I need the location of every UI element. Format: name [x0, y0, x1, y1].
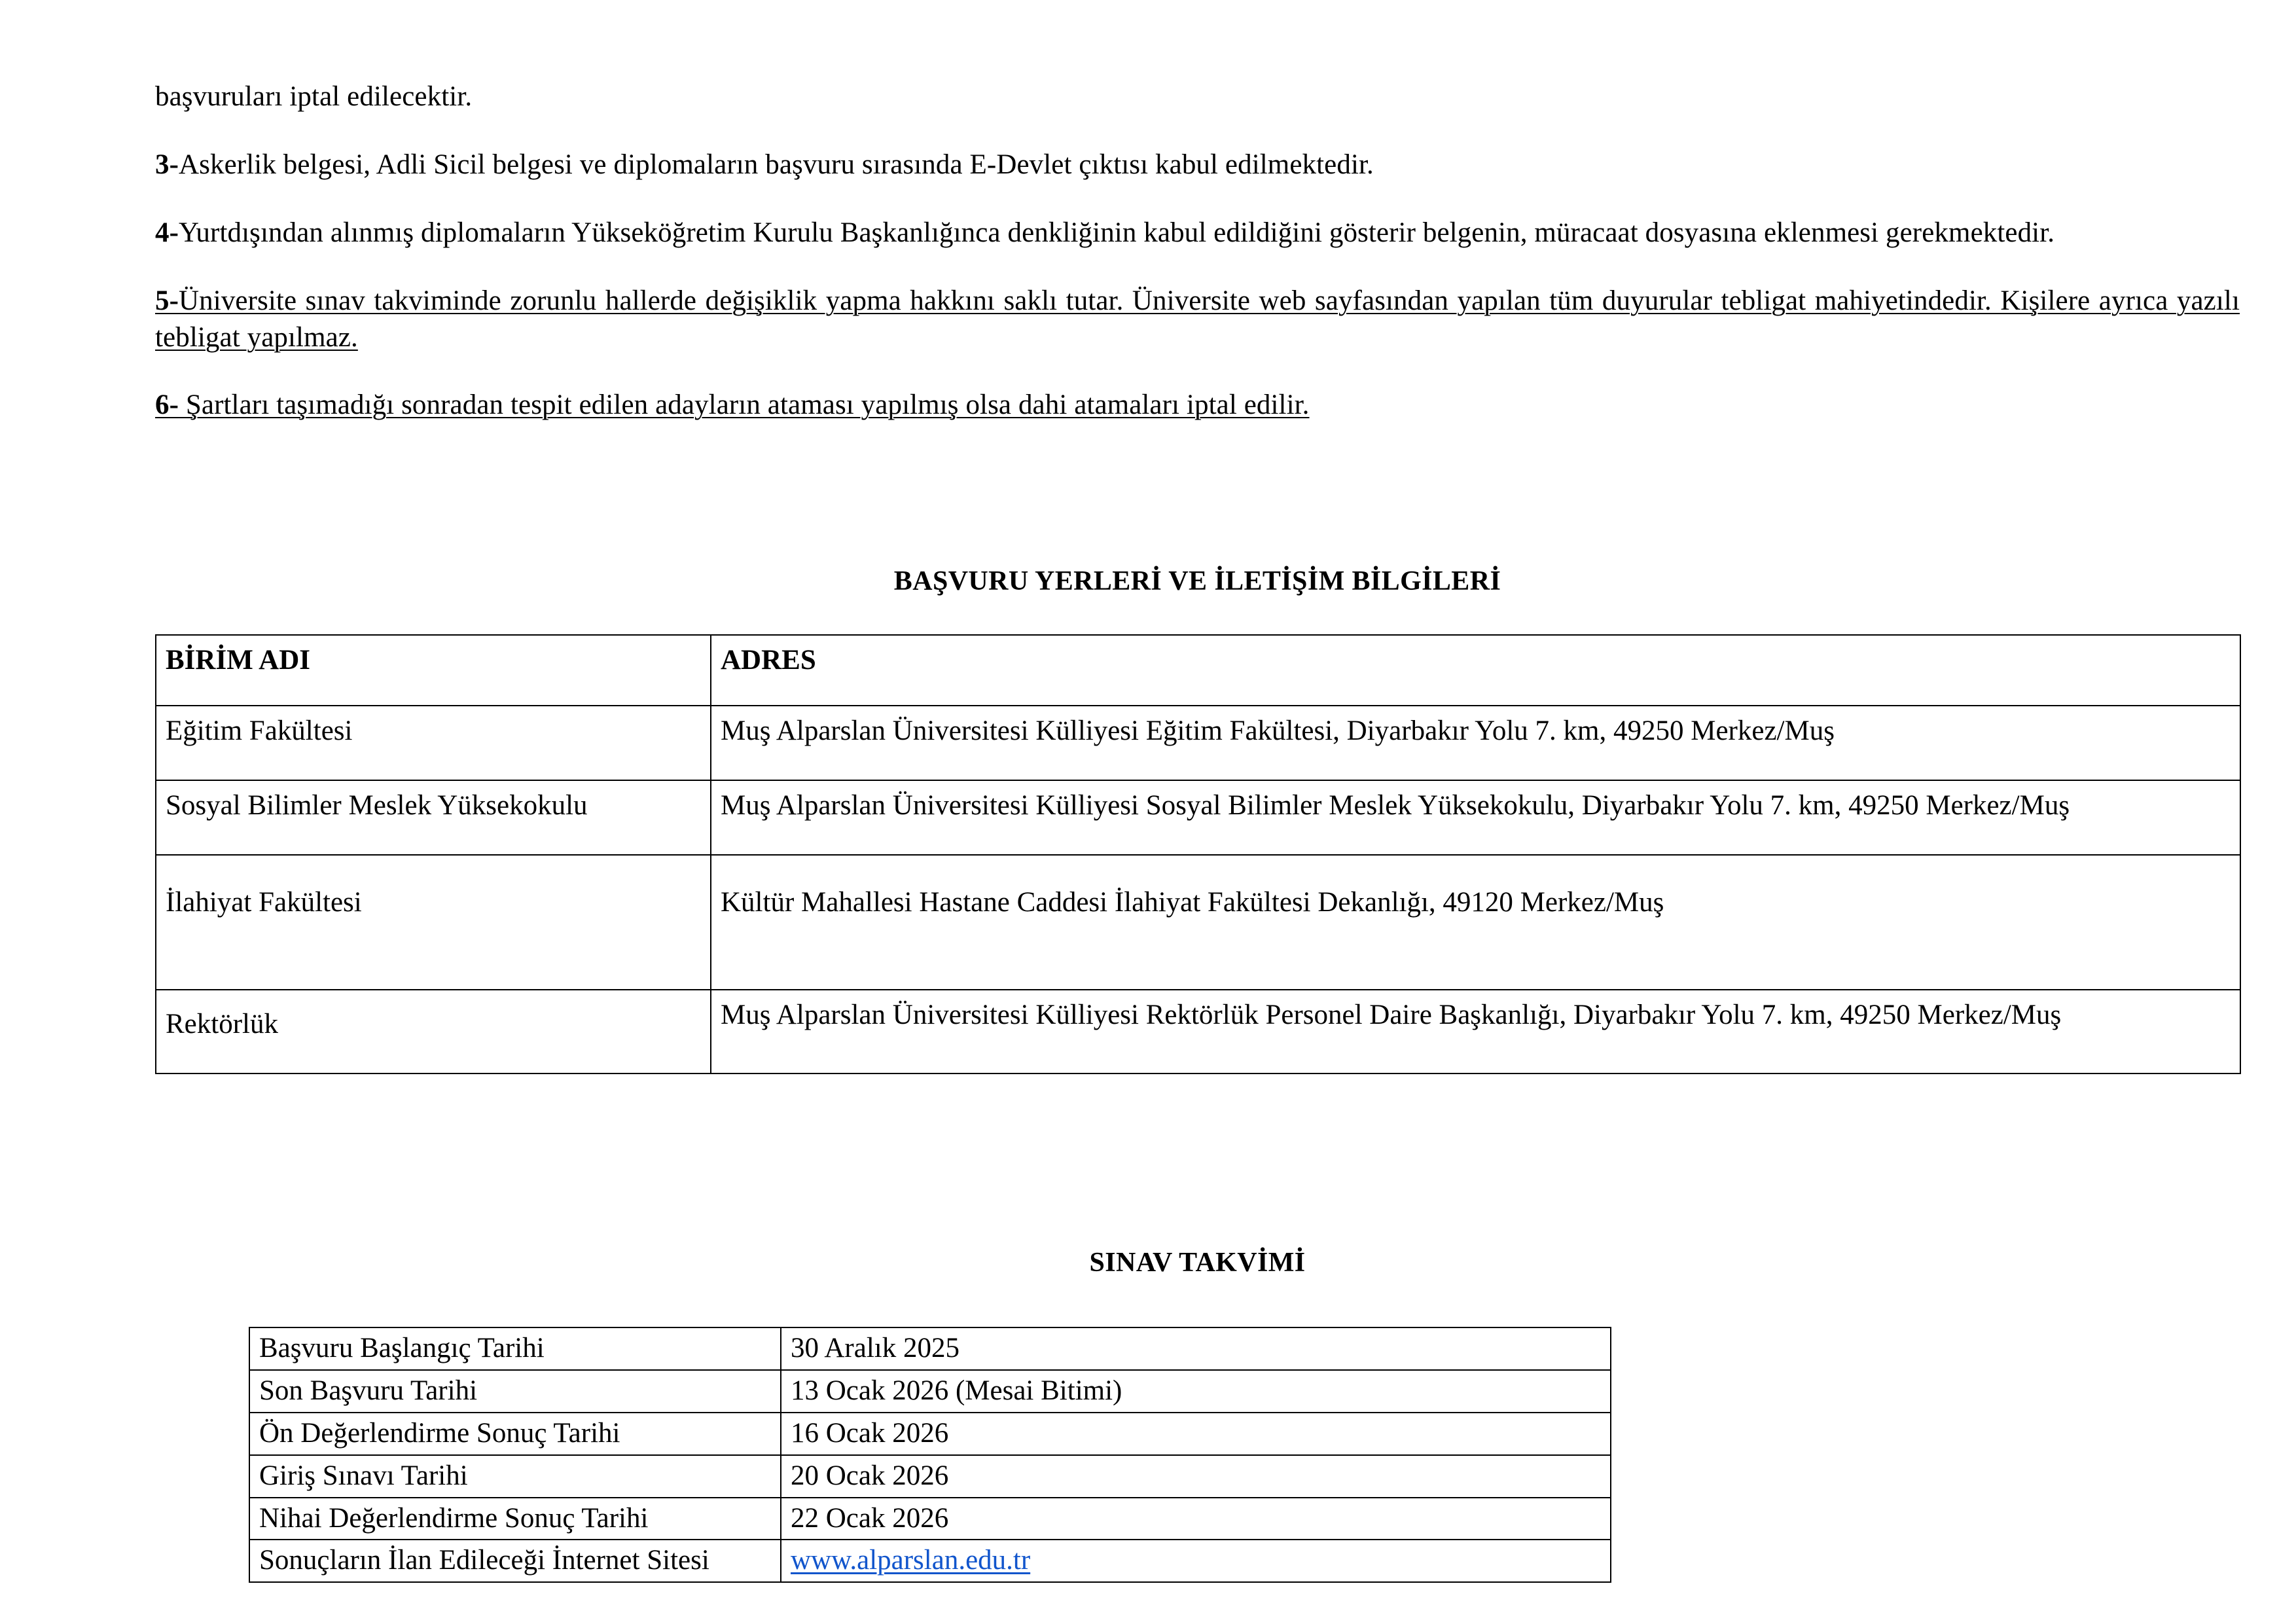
contact-table	[155, 634, 2241, 1074]
cell-calendar-value: 13 Ocak 2026 (Mesai Bitimi)	[781, 1370, 1611, 1413]
cell-calendar-label: Giriş Sınavı Tarihi	[249, 1455, 781, 1498]
cell-calendar-value-link	[781, 1540, 1611, 1582]
exam-calendar-table	[249, 1327, 1611, 1583]
table-header-row	[156, 635, 2240, 706]
table-row	[156, 780, 2240, 855]
paragraph-5	[155, 283, 2240, 356]
cell-unit-name: Eğitim Fakültesi	[156, 706, 711, 780]
notes-paragraph-block	[155, 79, 2240, 424]
cell-address: Muş Alparslan Üniversitesi Külliyesi Sosyal Bilimler Meslek Yüksekokulu, Diyarbakır Yolu 7. km, 49250 Merkez/Muş	[711, 780, 2240, 855]
column-header-birim-adi: BİRİM ADI	[156, 635, 711, 706]
table-row	[156, 990, 2240, 1074]
cell-calendar-value: 30 Aralık 2025	[781, 1327, 1611, 1370]
paragraph-text-6: Şartları taşımadığı sonradan tespit edilen adayların ataması yapılmış olsa dahi atamaları iptal edilir.	[179, 389, 1310, 421]
paragraph-number-6: 6-	[155, 389, 179, 421]
cell-calendar-label: Başvuru Başlangıç Tarihi	[249, 1327, 781, 1370]
column-header-adres: ADRES	[711, 635, 2240, 706]
cell-address: Muş Alparslan Üniversitesi Külliyesi Eğitim Fakültesi, Diyarbakır Yolu 7. km, 49250 Merkez/Muş	[711, 706, 2240, 780]
paragraph-3	[155, 147, 2240, 183]
results-website-link[interactable]: www.alparslan.edu.tr	[791, 1545, 1031, 1576]
cell-calendar-value: 22 Ocak 2026	[781, 1498, 1611, 1540]
paragraph-text-5: Üniversite sınav takviminde zorunlu hallerde değişiklik yapma hakkını saklı tutar. Üniversite web sayfasından yapılan tüm duyurular tebligat mahiyetindedir. Kişilere ayrıca yazılı tebligat yapılmaz.	[155, 285, 2240, 353]
table-row	[249, 1455, 1611, 1498]
table-row	[249, 1370, 1611, 1413]
cell-calendar-label: Ön Değerlendirme Sonuç Tarihi	[249, 1413, 781, 1455]
paragraph-text-3: Askerlik belgesi, Adli Sicil belgesi ve diplomaların başvuru sırasında E-Devlet çıktısı kabul edilmektedir.	[179, 149, 1374, 180]
cell-address: Kültür Mahallesi Hastane Caddesi İlahiyat Fakültesi Dekanlığı, 49120 Merkez/Muş	[711, 855, 2240, 990]
table-row	[249, 1498, 1611, 1540]
calendar-section-heading: SINAV TAKVİMİ	[1089, 1248, 1306, 1278]
paragraph-text-0: başvuruları iptal edilecektir.	[155, 81, 473, 112]
paragraph-text-4: Yurtdışından alınmış diplomaların Yükseköğretim Kurulu Başkanlığınca denkliğinin kabul edildiğini gösterir belgenin, müracaat dosyasına eklenmesi gerekmektedir.	[179, 217, 2055, 248]
cell-calendar-value: 16 Ocak 2026	[781, 1413, 1611, 1455]
cell-calendar-label: Sonuçların İlan Edileceği İnternet Sitesi	[249, 1540, 781, 1582]
cell-calendar-value: 20 Ocak 2026	[781, 1455, 1611, 1498]
cell-unit-name: İlahiyat Fakültesi	[156, 855, 711, 990]
paragraph-continuation	[155, 79, 2240, 115]
paragraph-number-4: 4-	[155, 217, 179, 248]
cell-unit-name: Sosyal Bilimler Meslek Yüksekokulu	[156, 780, 711, 855]
table-row	[156, 706, 2240, 780]
table-row	[249, 1413, 1611, 1455]
paragraph-4	[155, 215, 2240, 251]
paragraph-number-5: 5-	[155, 285, 179, 316]
cell-address: Muş Alparslan Üniversitesi Külliyesi Rektörlük Personel Daire Başkanlığı, Diyarbakır Yolu 7. km, 49250 Merkez/Muş	[711, 990, 2240, 1074]
table-row	[249, 1327, 1611, 1370]
table-row	[249, 1540, 1611, 1582]
paragraph-number-3: 3-	[155, 149, 179, 180]
cell-calendar-label: Son Başvuru Tarihi	[249, 1370, 781, 1413]
contact-section-heading: BAŞVURU YERLERİ VE İLETİŞİM BİLGİLERİ	[893, 566, 1501, 596]
cell-calendar-label: Nihai Değerlendirme Sonuç Tarihi	[249, 1498, 781, 1540]
table-row	[156, 855, 2240, 990]
paragraph-6	[155, 387, 2240, 424]
cell-unit-name: Rektörlük	[156, 990, 711, 1074]
